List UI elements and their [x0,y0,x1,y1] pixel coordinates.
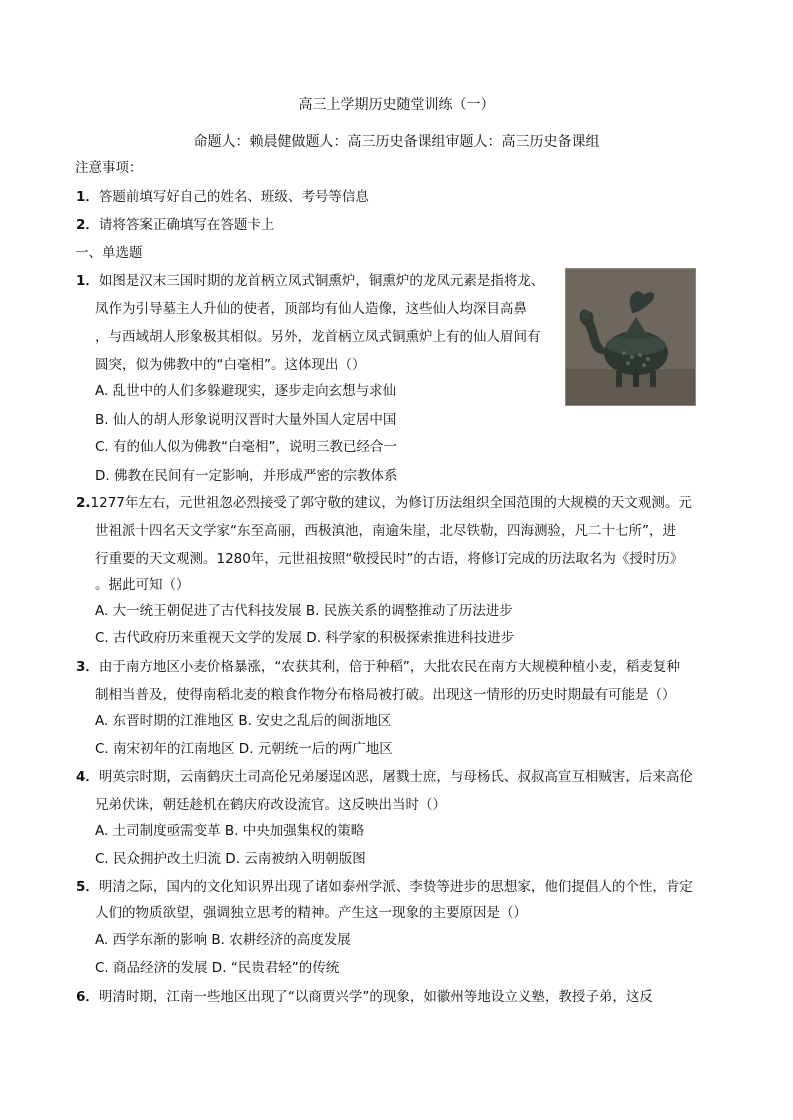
bronze-censer-photo [565,268,696,406]
question-4-options-ab: A. 土司制度亟需变革 B. 中央加强集权的策略 [95,823,365,839]
question-2-line-2: 世祖派十四名天文学家“东至高丽，西极滇池，南逾朱崖，北尽铁勒，四海测验，凡二十七所”，进 [95,523,676,539]
question-6-line-1: 6．明清时期，江南一些地区出现了“以商贾兴学”的现象，如徽州等地设立义塾，教授子弟，这反 [76,989,653,1005]
question-4-line-2: 兄弟伏诛，朝廷趁机在鹤庆府改设流官。这反映出当时（） [95,797,446,813]
question-2-line-4: 。据此可知（） [95,577,190,593]
question-2-options-cd: C. 古代政府历来重视天文学的发展 D. 科学家的积极探索推进科技进步 [95,630,515,646]
notice-item-1: 1．答题前填写好自己的姓名、班级、考号等信息 [76,189,369,205]
question-1-line-2: 凤作为引导墓主人升仙的使者，顶部均有仙人造像，这些仙人均深目高鼻 [95,301,527,317]
authors-line: 命题人：赖晨健做题人：高三历史备课组审题人：高三历史备课组 [193,134,600,150]
question-1-line-4: 圆突，似为佛教中的“白毫相”。这体现出（） [95,357,366,373]
question-5-options-cd: C. 商品经济的发展 D. “民贵君轻”的传统 [95,960,340,976]
question-4-line-1: 4．明英宗时期，云南鹤庆土司高伦兄弟屡逞凶恶，屠戮士庶，与母杨氏、叔叔高宣互相贼害，后来高伦 [76,769,693,785]
page-title: 高三上学期历史随堂训练（一） [298,97,495,113]
notice-item-2: 2．请将答案正确填写在答题卡上 [76,217,275,233]
question-1-option-a: A. 乱世中的人们多躲避现实，逐步走向玄想与求仙 [95,383,397,399]
question-3-line-2: 制相当普及，使得南稻北麦的粮食作物分布格局被打破。出现这一情形的历史时期最有可能是（） [95,687,676,703]
question-2-line-1: 2.1277年左右，元世祖忽必烈接受了郭守敬的建议，为修订历法组织全国范围的大规模的天文观测。元 [76,495,692,511]
question-3-options-ab: A. 东晋时期的江淮地区 B. 安史之乱后的闽浙地区 [95,713,392,729]
question-5-line-2: 人们的物质欲望，强调独立思考的精神。产生这一现象的主要原因是（） [95,905,527,921]
question-3-line-1: 3．由于南方地区小麦价格暴涨，“农获其利，倍于种稻”，大批农民在南方大规模种植小麦，稻麦复种 [76,659,680,675]
question-4-options-cd: C. 民众拥护改土归流 D. 云南被纳入明朝版图 [95,851,366,867]
question-5-line-1: 5．明清之际，国内的文化知识界出现了诸如泰州学派、李贽等进步的思想家，他们提倡人的个性，肯定 [76,879,693,895]
question-1-line-1: 1．如图是汉末三国时期的龙首柄立凤式铜熏炉，铜熏炉的龙凤元素是指将龙、 [76,273,545,289]
question-2-options-ab: A. 大一统王朝促进了古代科技发展 B. 民族关系的调整推动了历法进步 [95,603,513,619]
question-1-option-c: C. 有的仙人似为佛教“白毫相”，说明三教已经合一 [95,439,397,455]
question-1-line-3: ，与西域胡人形象极其相似。另外，龙首柄立凤式铜熏炉上有的仙人眉间有 [95,329,541,345]
question-1-option-d: D. 佛教在民间有一定影响，并形成严密的宗教体系 [95,468,398,484]
question-5-options-ab: A. 西学东渐的影响 B. 农耕经济的高度发展 [95,932,351,948]
question-1-option-b: B. 仙人的胡人形象说明汉晋时大量外国人定居中国 [95,412,397,428]
notice-heading: 注意事项： [75,160,143,176]
question-3-options-cd: C. 南宋初年的江南地区 D. 元朝统一后的两广地区 [95,741,393,757]
question-2-line-3: 行重要的天文观测。1280年，元世祖按照“敬授民时”的古语，将修订完成的历法取名为《授时历》 [95,551,684,567]
section-heading: 一、单选题 [75,245,143,261]
